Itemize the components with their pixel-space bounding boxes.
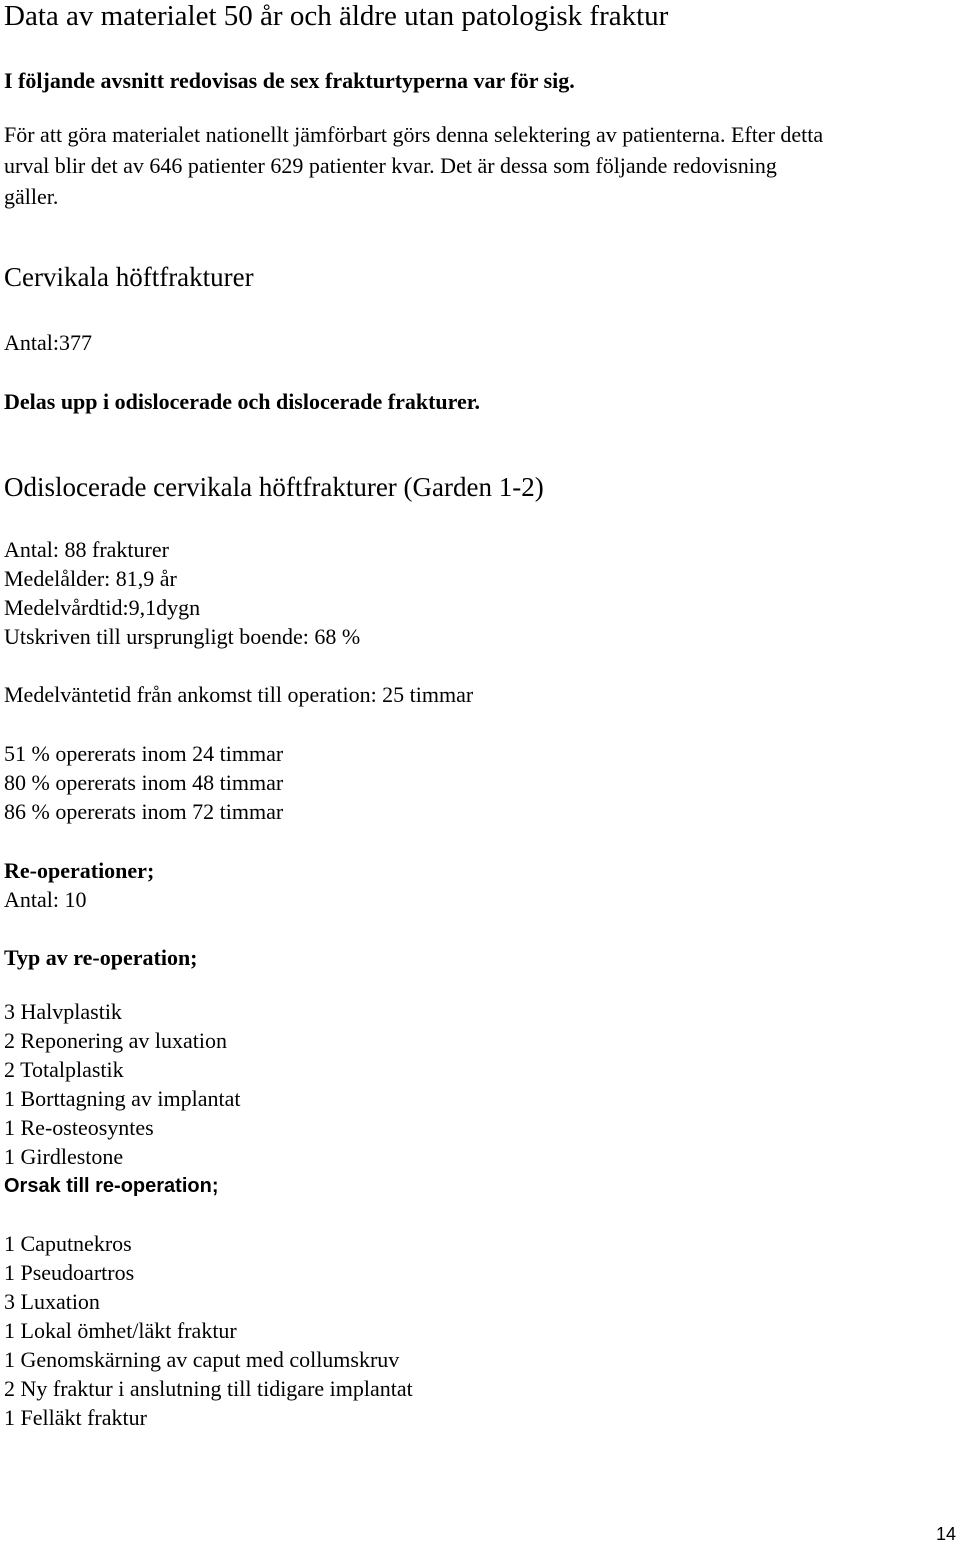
intro-bold-text: I följande avsnitt redovisas de sex frakturtyperna var för sig. (4, 68, 575, 93)
reop-type-item: 1 Re-osteosyntes (4, 1115, 154, 1140)
section-heading-cervikala: Cervikala höftfrakturer (4, 262, 254, 292)
cause-heading: Orsak till re-operation; (4, 1175, 219, 1197)
stat-line: Antal: 88 frakturer (4, 537, 169, 562)
reop-antal: Antal: 10 (4, 887, 87, 912)
reop-type-item: 2 Totalplastik (4, 1057, 124, 1082)
cause-item: 1 Lokal ömhet/läkt fraktur (4, 1318, 237, 1343)
reop-type-item: 3 Halvplastik (4, 999, 122, 1024)
stat-line: Utskriven till ursprungligt boende: 68 % (4, 624, 361, 649)
wait-time-line: Medelväntetid från ankomst till operation: 25 timmar (4, 682, 474, 707)
reop-type-item: 2 Reponering av luxation (4, 1028, 228, 1053)
section-heading-odislocerade: Odislocerade cervikala höftfrakturer (Garden 1-2) (4, 472, 544, 502)
reop-type-item: 1 Borttagning av implantat (4, 1086, 241, 1111)
cause-item: 2 Ny fraktur i anslutning till tidigare implantat (4, 1376, 413, 1401)
cause-item: 1 Genomskärning av caput med collumskruv (4, 1347, 400, 1372)
operated-line: 80 % opererats inom 48 timmar (4, 770, 284, 795)
operated-line: 51 % opererats inom 24 timmar (4, 741, 284, 766)
operated-line: 86 % opererats inom 72 timmar (4, 799, 284, 824)
reop-type-heading: Typ av re-operation; (4, 945, 198, 970)
stat-line: Medelålder: 81,9 år (4, 566, 177, 591)
cervikala-antal: Antal:377 (4, 330, 92, 355)
cervikala-note: Delas upp i odislocerade och dislocerade frakturer. (4, 389, 481, 414)
reop-type-item: 1 Girdlestone (4, 1144, 124, 1169)
cause-item: 1 Felläkt fraktur (4, 1405, 147, 1430)
cause-item: 1 Pseudoartros (4, 1260, 135, 1285)
intro-paragraph-line: gäller. (4, 184, 59, 209)
cause-item: 1 Caputnekros (4, 1231, 132, 1256)
stat-line: Medelvårdtid:9,1dygn (4, 595, 201, 620)
intro-paragraph-line: urval blir det av 646 patienter 629 patienter kvar. Det är dessa som följande redovisning (4, 153, 777, 178)
intro-paragraph-line: För att göra materialet nationellt jämförbart görs denna selektering av patienterna. Efter detta (4, 122, 824, 147)
reop-heading: Re-operationer; (4, 858, 155, 883)
cause-item: 3 Luxation (4, 1289, 100, 1314)
document-title: Data av materialet 50 år och äldre utan patologisk fraktur (4, 0, 669, 32)
page-number: 14 (935, 1524, 956, 1544)
